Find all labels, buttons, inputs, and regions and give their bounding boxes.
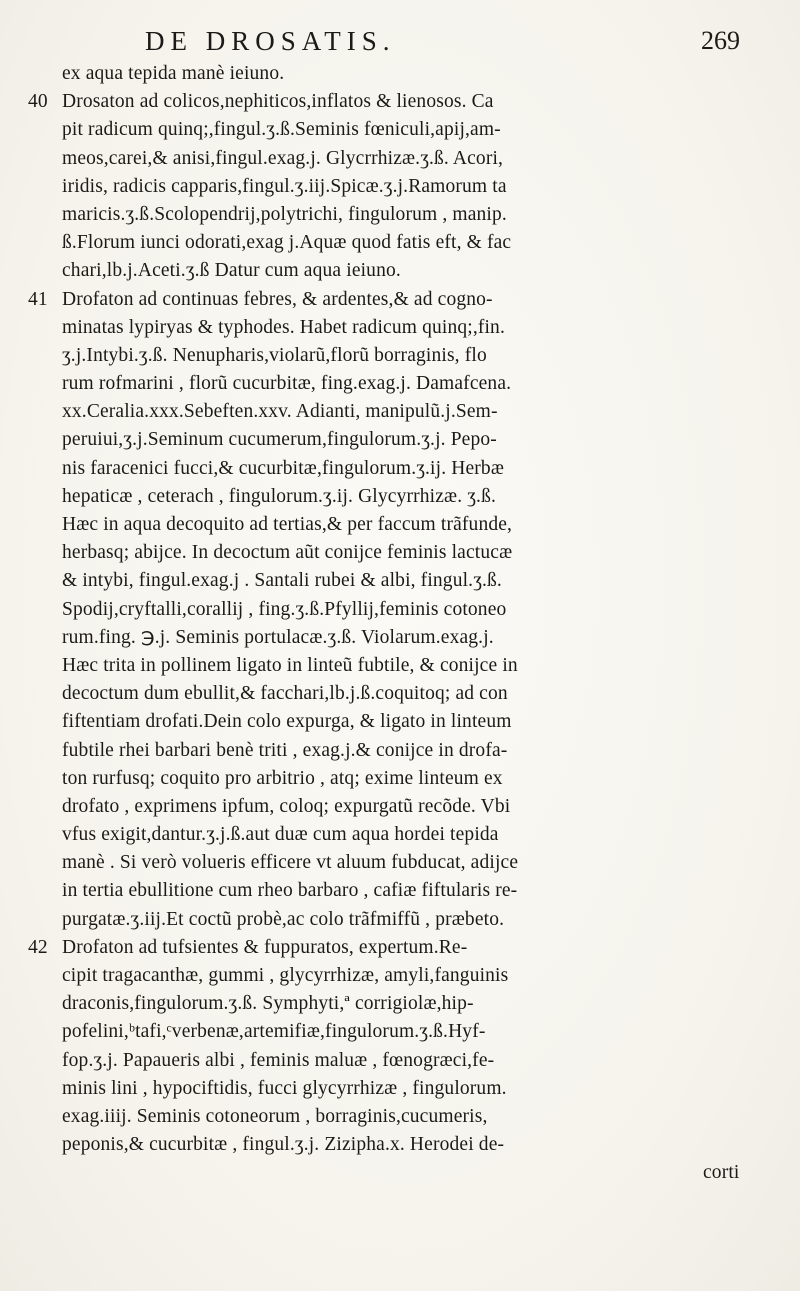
- line-text: ton rurfusq; coquito pro arbitrio , atq; exime linteum ex: [62, 767, 503, 789]
- entry-number: 41: [28, 288, 48, 310]
- line-text: minatas lypiryas & typhodes. Habet radicum quinq;,fin.: [62, 316, 505, 338]
- line-text: meos,carei,& anisi,fingul.exag.j. Glycrrhizæ.ʒ.ß. Acori,: [62, 147, 504, 169]
- line-text: ß.Florum iunci odorati,exag j.Aquæ quod fatis eft, & fac: [62, 232, 512, 254]
- line-text: herbasq; abijce. In decoctum aũt conijce feminis lactucæ: [62, 542, 513, 564]
- text-line: [28, 257, 768, 285]
- text-line: [28, 1159, 768, 1187]
- line-text: Drofaton ad tufsientes & fuppuratos, expertum.Re-: [62, 936, 468, 958]
- page-number: 269: [701, 26, 740, 55]
- text-line: [28, 877, 768, 905]
- text-line: [28, 116, 768, 144]
- text-line: [28, 88, 768, 116]
- line-text: pofelini,ᵇtafi,ᶜverbenæ,artemifiæ,fingulorum.ʒ.ß.Hyf-: [62, 1021, 486, 1043]
- line-text: manè . Si verò volueris efficere vt aluum fubducat, adijce: [62, 852, 519, 874]
- line-text: exag.iiij. Seminis cotoneorum , borraginis,cucumeris,: [62, 1105, 488, 1127]
- text-line: [28, 765, 768, 793]
- line-text: hepaticæ , ceterach , fingulorum.ʒ.ij. Glycyrrhizæ. ʒ.ß.: [62, 485, 497, 507]
- text-line: [28, 1018, 768, 1046]
- text-line: [28, 906, 768, 934]
- line-text: vfus exigit,dantur.ʒ.j.ß.aut duæ cum aqua hordei tepida: [62, 824, 499, 846]
- text-line: [28, 398, 768, 426]
- line-text: fubtile rhei barbari benè triti , exag.j.& conijce in drofa-: [62, 739, 508, 761]
- text-line: [28, 990, 768, 1018]
- text-line: [28, 342, 768, 370]
- line-text: nis faracenici fucci,& cucurbitæ,fingulorum.ʒ.ij. Herbæ: [62, 457, 504, 479]
- text-line: [28, 793, 768, 821]
- text-line: [28, 1047, 768, 1075]
- running-head: DE DROSATIS.: [145, 26, 396, 56]
- text-line: [28, 596, 768, 624]
- line-text: Hæc trita in pollinem ligato in linteũ fubtile, & conijce in: [62, 654, 518, 676]
- line-text: Drofaton ad continuas febres, & ardentes,& ad cogno-: [62, 288, 493, 310]
- text-line: [28, 145, 768, 173]
- line-text: pit radicum quinq;,fingul.ʒ.ß.Seminis fœniculi,apij,am-: [62, 119, 501, 141]
- text-line: [28, 455, 768, 483]
- text-line: [28, 314, 768, 342]
- line-text: draconis,fingulorum.ʒ.ß. Symphyti,ª corrigiolæ,hip-: [62, 993, 474, 1015]
- text-line: [28, 624, 768, 652]
- line-text: fiftentiam drofati.Dein colo expurga, & ligato in linteum: [62, 711, 512, 733]
- line-text: peponis,& cucurbitæ , fingul.ʒ.j. Zizipha.x. Herodei de-: [62, 1134, 505, 1156]
- line-text: Drosaton ad colicos,nephiticos,inflatos & lienosos. Ca: [62, 91, 494, 113]
- line-text: rum rofmarini , florũ cucurbitæ, fing.exag.j. Damafcena.: [62, 373, 512, 395]
- line-text: drofato , exprimens ipfum, coloq; expurgatũ recõde. Vbi: [62, 795, 511, 817]
- entry-number: 42: [28, 936, 48, 958]
- line-text: minis lini , hypociftidis, fucci glycyrrhizæ , fingulorum.: [62, 1077, 507, 1099]
- text-line: [28, 173, 768, 201]
- text-line: [28, 539, 768, 567]
- line-text: fop.ʒ.j. Papaueris albi , feminis maluæ , fœnogræci,fe-: [62, 1049, 495, 1071]
- line-text: xx.Ceralia.xxx.Sebeften.xxv. Adianti, manipulũ.j.Sem-: [62, 401, 498, 423]
- text-line: [28, 821, 768, 849]
- text-line: [28, 229, 768, 257]
- line-text: corti: [703, 1162, 740, 1184]
- text-line: [28, 426, 768, 454]
- body-text: [28, 60, 768, 1188]
- text-line: [28, 1103, 768, 1131]
- text-line: [28, 849, 768, 877]
- text-line: [28, 934, 768, 962]
- line-text: iridis, radicis capparis,fingul.ʒ.iij.Spicæ.ʒ.j.Ramorum ta: [62, 175, 507, 197]
- text-line: [28, 962, 768, 990]
- line-text: decoctum dum ebullit,& facchari,lb.j.ß.coquitoq; ad con: [62, 683, 508, 705]
- text-line: [28, 286, 768, 314]
- line-text: ʒ.j.Intybi.ʒ.ß. Nenupharis,violarũ,florũ borraginis, flo: [62, 344, 487, 366]
- text-line: [28, 737, 768, 765]
- text-line: [28, 567, 768, 595]
- line-text: Hæc in aqua decoquito ad tertias,& per faccum trãfunde,: [62, 514, 513, 535]
- text-line: [28, 483, 768, 511]
- line-text: in tertia ebullitione cum rheo barbaro , cafiæ fiftularis re-: [62, 880, 518, 902]
- line-text: rum.fing. ℈.j. Seminis portulacæ.ʒ.ß. Violarum.exag.j.: [62, 626, 494, 648]
- text-line: [28, 60, 768, 88]
- line-text: maricis.ʒ.ß.Scolopendrij,polytrichi, fingulorum , manip.: [62, 203, 507, 225]
- line-text: peruiui,ʒ.j.Seminum cucumerum,fingulorum.ʒ.j. Pepo-: [62, 429, 497, 451]
- text-line: [28, 708, 768, 736]
- line-text: Spodij,cryftalli,corallij , fing.ʒ.ß.Pfyllij,feminis cotoneo: [62, 598, 507, 620]
- text-line: [28, 201, 768, 229]
- line-text: cipit tragacanthæ, gummi , glycyrrhizæ, amyli,fanguinis: [62, 965, 509, 986]
- text-line: [28, 1075, 768, 1103]
- text-line: [28, 1131, 768, 1159]
- line-text: & intybi, fingul.exag.j . Santali rubei & albi, fingul.ʒ.ß.: [62, 570, 502, 592]
- text-line: [28, 511, 768, 539]
- entry-number: 40: [28, 91, 48, 113]
- text-line: [28, 370, 768, 398]
- line-text: chari,lb.j.Aceti.ʒ.ß Datur cum aqua ieiuno.: [62, 260, 401, 282]
- line-text: ex aqua tepida manè ieiuno.: [62, 63, 285, 84]
- text-line: [28, 652, 768, 680]
- line-text: purgatæ.ʒ.iij.Et coctũ probè,ac colo trãfmiffũ , præbeto.: [62, 908, 505, 930]
- text-line: [28, 680, 768, 708]
